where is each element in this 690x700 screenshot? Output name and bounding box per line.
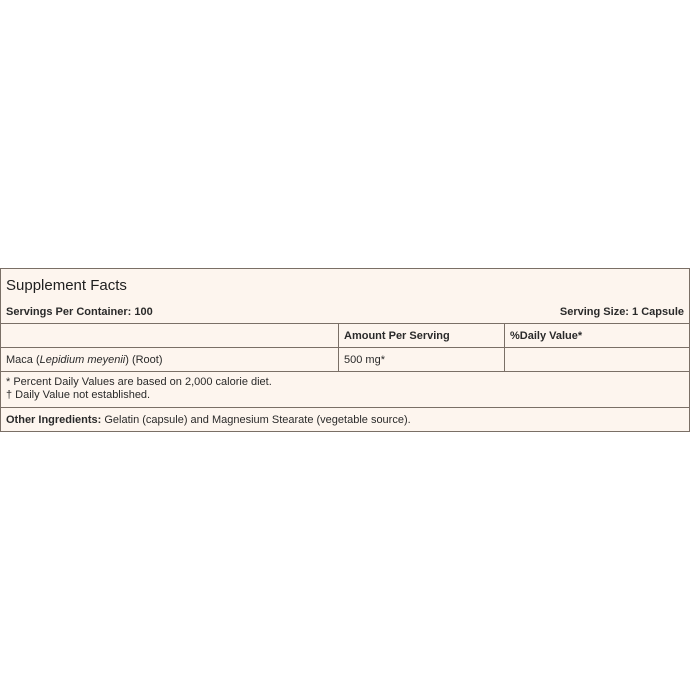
footnote-daily-values: * Percent Daily Values are based on 2,000 calorie diet.: [6, 376, 272, 388]
other-ingredients-text: Gelatin (capsule) and Magnesium Stearate (vegetable source).: [104, 413, 411, 426]
servings-per-container: Servings Per Container: 100: [6, 306, 153, 318]
other-ingredients-label: Other Ingredients:: [6, 413, 102, 426]
ingredient-name-prefix: Maca (: [6, 353, 40, 366]
header-ingredient: [1, 324, 339, 348]
serving-info-row: [1, 301, 689, 324]
footnotes: [1, 372, 689, 408]
ingredient-latin-name: Lepidium meyenii: [39, 353, 126, 366]
other-ingredients: [1, 408, 689, 431]
supplement-facts-title: Supplement Facts: [6, 276, 127, 294]
header-daily-value: %Daily Value*: [505, 324, 690, 348]
table-row: [1, 348, 689, 372]
facts-header-row: [1, 324, 689, 348]
facts-table: [1, 324, 689, 372]
ingredient-name: [1, 348, 339, 372]
header-amount-per-serving: Amount Per Serving: [339, 324, 505, 348]
footnote-not-established: † Daily Value not established.: [6, 389, 151, 401]
ingredient-amount: 500 mg*: [339, 348, 505, 372]
ingredient-name-suffix: ) (Root): [125, 353, 163, 366]
supplement-facts-panel: [0, 268, 690, 432]
serving-size: Serving Size: 1 Capsule: [559, 306, 684, 318]
ingredient-daily-value: [505, 348, 690, 372]
